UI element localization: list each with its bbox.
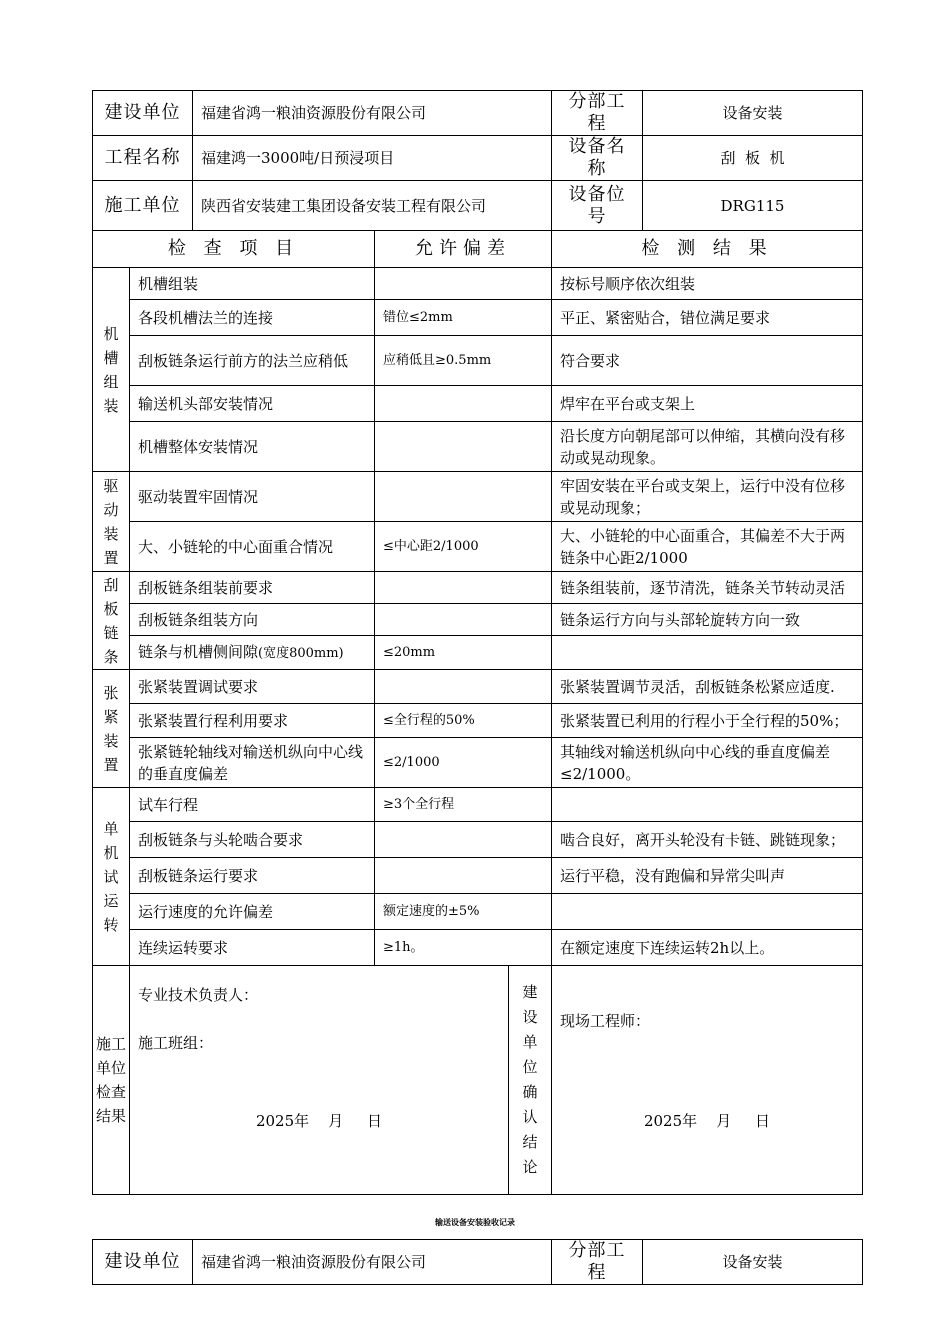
result-value bbox=[552, 894, 863, 930]
table-row bbox=[93, 822, 863, 858]
contractor-check-label bbox=[93, 966, 130, 1195]
tolerance-value: ≥1h。 bbox=[375, 930, 552, 966]
check-item-text: 刮板链条组装方向 bbox=[138, 610, 259, 629]
contractor-check-label-line: 施工 bbox=[95, 1035, 126, 1053]
table-row bbox=[93, 858, 863, 894]
check-item bbox=[130, 522, 375, 572]
column-header-item: 检 查 项 目 bbox=[93, 231, 375, 268]
table-row bbox=[93, 522, 863, 572]
result-value: 大、小链轮的中心面重合，其偏差不大于两链条中心距2/1000 bbox=[552, 522, 863, 572]
check-item bbox=[130, 336, 375, 386]
owner-signoff-area bbox=[552, 966, 863, 1195]
result-value: 牢固安装在平台或支架上，运行中没有位移或晃动现象； bbox=[552, 472, 863, 522]
check-item bbox=[130, 788, 375, 822]
contractor-check-label-line: 检查 bbox=[95, 1083, 126, 1101]
group-label bbox=[93, 788, 130, 966]
page2-construction-unit-label: 建设单位 bbox=[93, 1240, 193, 1285]
sub-project-label: 分部工程 bbox=[552, 91, 643, 136]
construction-unit-value: 福建省鸿一粮油资源股份有限公司 bbox=[193, 91, 552, 136]
group-label-char: 槽 bbox=[103, 348, 119, 367]
table-row bbox=[93, 572, 863, 604]
form-caption: 输送设备安装验收记录 bbox=[435, 1217, 515, 1227]
project-name-label: 工程名称 bbox=[93, 136, 193, 181]
table-row bbox=[93, 704, 863, 738]
check-item bbox=[130, 572, 375, 604]
construction-unit-label: 建设单位 bbox=[93, 91, 193, 136]
equipment-position-value: DRG115 bbox=[643, 181, 863, 231]
result-value: 链条运行方向与头部轮旋转方向一致 bbox=[552, 604, 863, 636]
owner-confirm-label bbox=[509, 966, 552, 1195]
result-value: 啮合良好，离开头轮没有卡链、跳链现象； bbox=[552, 822, 863, 858]
result-value: 链条组装前，逐节清洗，链条关节转动灵活 bbox=[552, 572, 863, 604]
result-value: 张紧装置已利用的行程小于全行程的50%； bbox=[552, 704, 863, 738]
table-row bbox=[93, 604, 863, 636]
owner-confirm-label-char: 单 bbox=[522, 1033, 538, 1051]
result-value: 平正、紧密贴合，错位满足要求 bbox=[552, 300, 863, 336]
group-label-char: 机 bbox=[103, 843, 119, 862]
group-label-char: 单 bbox=[103, 819, 119, 838]
check-item-text: 驱动装置牢固情况 bbox=[138, 487, 259, 506]
tech-lead-label: 专业技术负责人： bbox=[138, 986, 259, 1004]
group-label-char: 机 bbox=[103, 324, 119, 343]
crew-label: 施工班组： bbox=[138, 1034, 214, 1052]
group-label-char: 运 bbox=[103, 891, 119, 910]
check-item-text: 机槽组装 bbox=[138, 274, 199, 293]
group-label-char: 驱 bbox=[103, 476, 119, 495]
result-value: 在额定速度下连续运转2h以上。 bbox=[552, 930, 863, 966]
check-item bbox=[130, 670, 375, 704]
check-item-text: 张紧装置行程利用要求 bbox=[138, 711, 289, 730]
check-item bbox=[130, 738, 375, 788]
check-item bbox=[130, 472, 375, 522]
owner-confirm-label-char: 设 bbox=[522, 1008, 538, 1026]
table-row bbox=[93, 738, 863, 788]
group-label-char: 装 bbox=[103, 396, 119, 415]
group-label-char: 置 bbox=[103, 755, 119, 774]
table-row bbox=[93, 336, 863, 386]
result-value: 沿长度方向朝尾部可以伸缩，其横向没有移动或晃动现象。 bbox=[552, 422, 863, 472]
group-label-char: 试 bbox=[103, 867, 119, 886]
table-row bbox=[93, 268, 863, 300]
tolerance-value bbox=[375, 386, 552, 422]
tolerance-value bbox=[375, 670, 552, 704]
column-header-result: 检 测 结 果 bbox=[552, 231, 863, 268]
table-row bbox=[93, 894, 863, 930]
tolerance-value: 额定速度的±5% bbox=[375, 894, 552, 930]
tolerance-value bbox=[375, 422, 552, 472]
tolerance-value: ≤全行程的50% bbox=[375, 704, 552, 738]
group-label bbox=[93, 472, 130, 572]
site-engineer-label: 现场工程师： bbox=[560, 1012, 651, 1030]
check-item-text: 输送机头部安装情况 bbox=[138, 394, 274, 413]
contractor-check-label-line: 单位 bbox=[95, 1059, 126, 1077]
check-item-text: 张紧装置调试要求 bbox=[138, 677, 259, 696]
check-item-text: 链条与机槽侧间隙 bbox=[138, 642, 259, 661]
table-row bbox=[93, 300, 863, 336]
tolerance-value: 错位≤2mm bbox=[375, 300, 552, 336]
owner-confirm-label-char: 认 bbox=[522, 1108, 538, 1126]
check-item bbox=[130, 858, 375, 894]
table-row bbox=[93, 636, 863, 670]
equipment-name-value: 刮 板 机 bbox=[643, 136, 863, 181]
tolerance-value: ≤20mm bbox=[375, 636, 552, 670]
result-value: 符合要求 bbox=[552, 336, 863, 386]
inspection-table bbox=[92, 90, 863, 1195]
check-item-text: 刮板链条与头轮啮合要求 bbox=[138, 830, 304, 849]
check-item bbox=[130, 930, 375, 966]
check-item bbox=[130, 822, 375, 858]
check-item bbox=[130, 894, 375, 930]
owner-confirm-label-char: 结 bbox=[522, 1133, 538, 1151]
project-name-value: 福建鸿一3000吨/日预浸项目 bbox=[193, 136, 552, 181]
tolerance-value bbox=[375, 858, 552, 894]
owner-confirm-label-char: 建 bbox=[522, 983, 538, 1001]
result-value: 运行平稳，没有跑偏和异常尖叫声 bbox=[552, 858, 863, 894]
next-page-table bbox=[92, 1239, 863, 1285]
group-label-char: 板 bbox=[103, 599, 119, 618]
table-row bbox=[93, 422, 863, 472]
owner-confirm-label-char: 论 bbox=[522, 1158, 538, 1176]
contractor-date: 2025年 月 日 bbox=[255, 1112, 383, 1130]
check-item-text: 刮板链条运行要求 bbox=[138, 866, 259, 885]
result-value bbox=[552, 788, 863, 822]
group-label bbox=[93, 670, 130, 788]
check-item bbox=[130, 604, 375, 636]
group-label-char: 装 bbox=[103, 731, 119, 750]
page2-construction-unit-value: 福建省鸿一粮油资源股份有限公司 bbox=[193, 1240, 552, 1285]
column-header-tolerance: 允许偏差 bbox=[375, 231, 552, 268]
result-value bbox=[552, 636, 863, 670]
sub-project-value: 设备安装 bbox=[643, 91, 863, 136]
group-label-char: 装 bbox=[103, 524, 119, 543]
tolerance-value: ≤中心距2/1000 bbox=[375, 522, 552, 572]
table-row bbox=[93, 930, 863, 966]
group-label bbox=[93, 572, 130, 670]
group-label-char: 刮 bbox=[103, 575, 119, 594]
contractor-check-label-line: 结果 bbox=[95, 1107, 126, 1125]
check-item bbox=[130, 300, 375, 336]
contractor-label: 施工单位 bbox=[93, 181, 193, 231]
group-label-char: 张 bbox=[103, 683, 119, 702]
check-item bbox=[130, 704, 375, 738]
check-item bbox=[130, 636, 375, 670]
equipment-position-label: 设备位号 bbox=[552, 181, 643, 231]
group-label-char: 链 bbox=[103, 623, 119, 642]
check-item-text: 连续运转要求 bbox=[138, 938, 229, 957]
check-item-text: 刮板链条运行前方的法兰应稍低 bbox=[138, 351, 349, 370]
check-item-note: (宽度800mm) bbox=[258, 645, 344, 661]
check-item-text: 各段机槽法兰的连接 bbox=[138, 308, 274, 327]
tolerance-value bbox=[375, 604, 552, 636]
tolerance-value bbox=[375, 472, 552, 522]
group-label-char: 紧 bbox=[103, 707, 119, 726]
page2-sub-project-value: 设备安装 bbox=[643, 1240, 863, 1285]
inspection-form bbox=[92, 90, 862, 1195]
table-row bbox=[93, 670, 863, 704]
table-row bbox=[93, 472, 863, 522]
next-page-header bbox=[92, 1239, 862, 1285]
check-item-text: 试车行程 bbox=[138, 795, 199, 814]
tolerance-value bbox=[375, 268, 552, 300]
owner-confirm-label-char: 确 bbox=[522, 1083, 538, 1101]
tolerance-value: ≥3个全行程 bbox=[375, 788, 552, 822]
equipment-name-label: 设备名称 bbox=[552, 136, 643, 181]
tolerance-value bbox=[375, 572, 552, 604]
check-item-text: 张紧链轮轴线对输送机纵向中心线的垂直度偏差 bbox=[138, 742, 364, 783]
tolerance-value: ≤2/1000 bbox=[375, 738, 552, 788]
contractor-value: 陕西省安装建工集团设备安装工程有限公司 bbox=[193, 181, 552, 231]
tolerance-value: 应稍低且≥0.5mm bbox=[375, 336, 552, 386]
group-label-char: 动 bbox=[103, 500, 119, 519]
signoff-row bbox=[93, 966, 863, 1195]
result-value: 按标号顺序依次组装 bbox=[552, 268, 863, 300]
check-item-text: 大、小链轮的中心面重合情况 bbox=[138, 537, 334, 556]
owner-confirm-label-char: 位 bbox=[522, 1058, 538, 1076]
contractor-signoff-area bbox=[130, 966, 509, 1195]
check-item-text: 机槽整体安装情况 bbox=[138, 437, 259, 456]
check-item bbox=[130, 422, 375, 472]
check-item-text: 运行速度的允许偏差 bbox=[138, 902, 274, 921]
owner-date: 2025年 月 日 bbox=[643, 1112, 771, 1130]
table-row bbox=[93, 386, 863, 422]
check-item bbox=[130, 268, 375, 300]
result-value: 焊牢在平台或支架上 bbox=[552, 386, 863, 422]
group-label-char: 转 bbox=[103, 915, 119, 934]
result-value: 张紧装置调节灵活，刮板链条松紧应适度. bbox=[552, 670, 863, 704]
table-row bbox=[93, 788, 863, 822]
group-label-char: 组 bbox=[103, 372, 119, 391]
tolerance-value bbox=[375, 822, 552, 858]
group-label bbox=[93, 268, 130, 472]
check-item-text: 刮板链条组装前要求 bbox=[138, 578, 274, 597]
group-label-char: 条 bbox=[103, 647, 119, 666]
page2-sub-project-label: 分部工程 bbox=[552, 1240, 643, 1285]
group-label-char: 置 bbox=[103, 548, 119, 567]
result-value: 其轴线对输送机纵向中心线的垂直度偏差≤2/1000。 bbox=[552, 738, 863, 788]
check-item bbox=[130, 386, 375, 422]
